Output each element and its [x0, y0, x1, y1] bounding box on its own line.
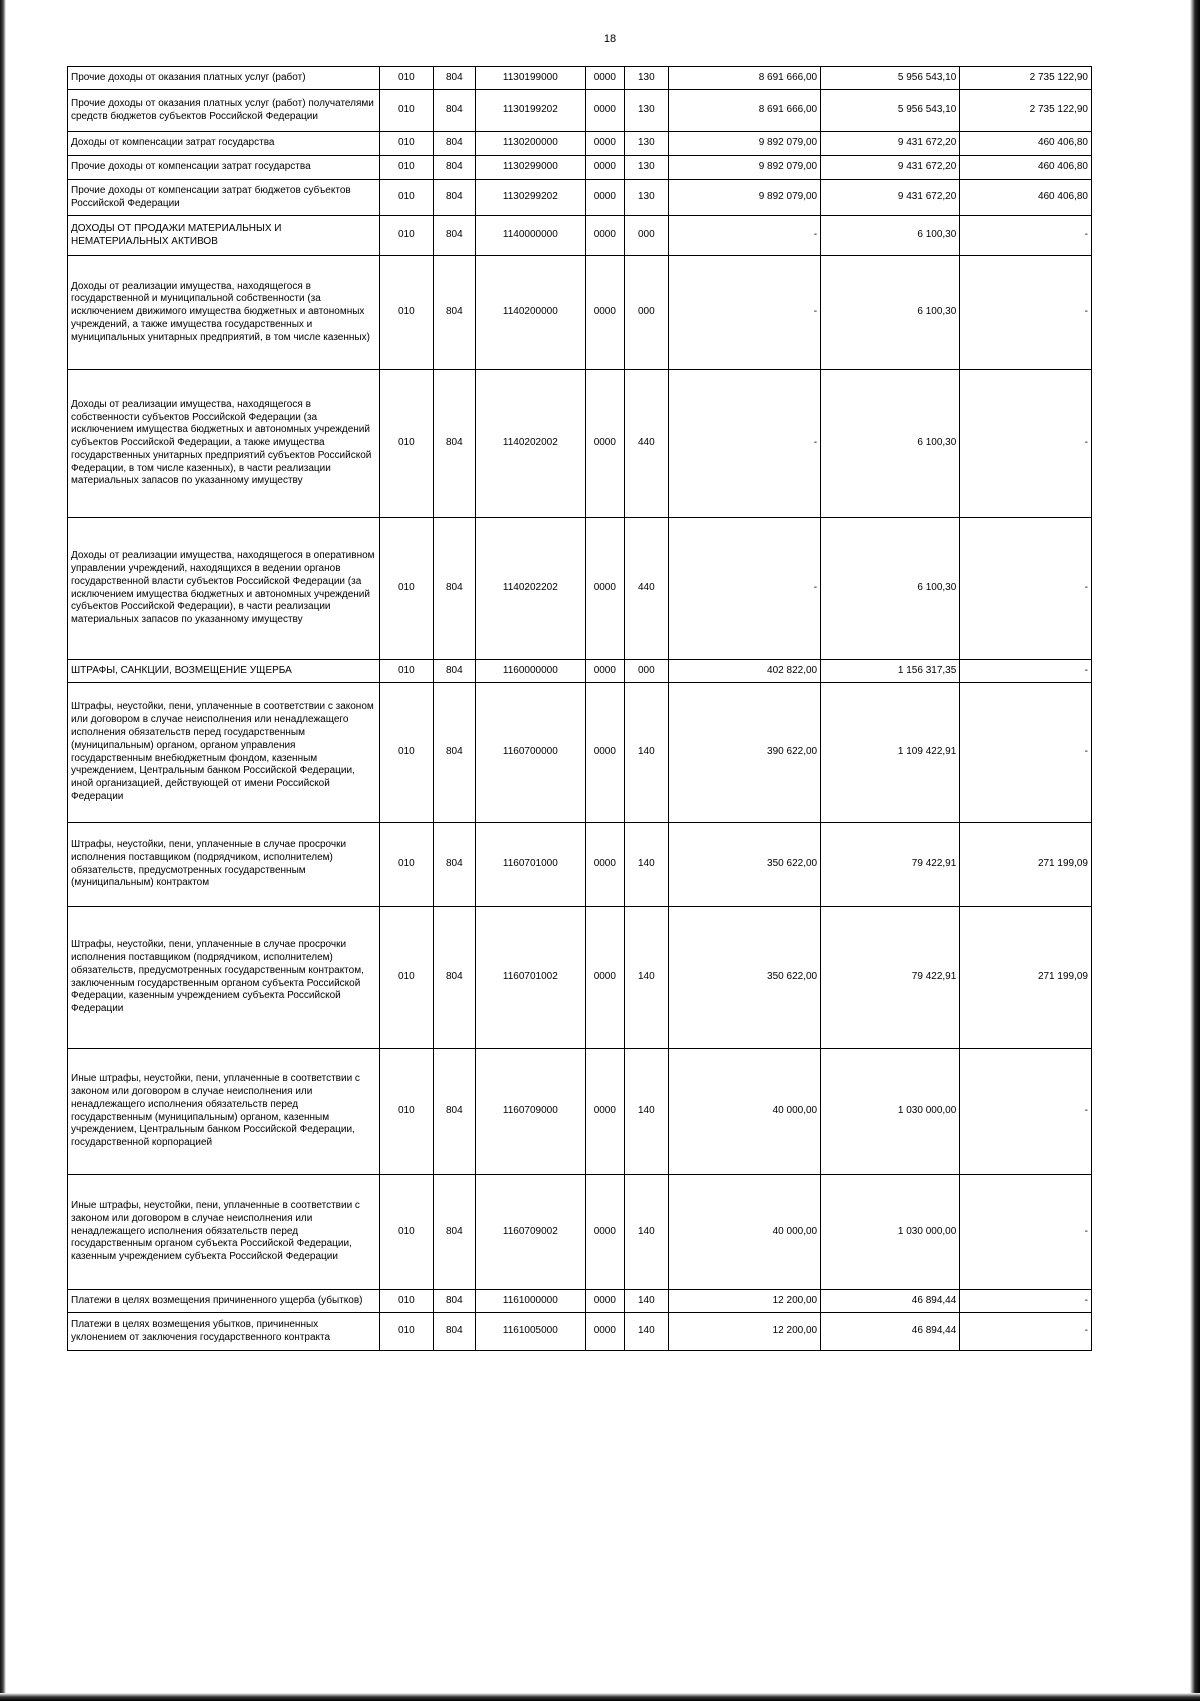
executed-amount-cell: 1 030 000,00 — [821, 1175, 960, 1290]
kosgu-code-cell: 130 — [624, 156, 668, 180]
unexecuted-amount-cell: - — [960, 683, 1092, 823]
kosgu-code-cell: 130 — [624, 180, 668, 216]
line-code-cell: 010 — [379, 180, 433, 216]
table-row — [68, 907, 1092, 1049]
kbk-code-cell: 1160709000 — [475, 1049, 585, 1175]
executed-amount-cell: 6 100,30 — [821, 256, 960, 370]
program-code-cell: 0000 — [585, 67, 624, 90]
kbk-code-cell: 1130200000 — [475, 132, 585, 156]
admin-code-cell: 804 — [433, 1313, 475, 1351]
kbk-code-cell: 1160700000 — [475, 683, 585, 823]
admin-code-cell: 804 — [433, 1175, 475, 1290]
scan-edge-right — [1190, 0, 1200, 1701]
approved-amount-cell: 390 622,00 — [668, 683, 820, 823]
admin-code-cell: 804 — [433, 823, 475, 907]
table-row — [68, 67, 1092, 90]
indicator-name-cell: Прочие доходы от оказания платных услуг (работ) получателями средств бюджетов субъектов Российской Федерации — [68, 90, 380, 132]
table-row — [68, 216, 1092, 256]
kosgu-code-cell: 000 — [624, 256, 668, 370]
admin-code-cell: 804 — [433, 660, 475, 683]
table-row — [68, 660, 1092, 683]
unexecuted-amount-cell: - — [960, 518, 1092, 660]
scan-edge-left — [0, 0, 6, 1701]
admin-code-cell: 804 — [433, 156, 475, 180]
kosgu-code-cell: 130 — [624, 132, 668, 156]
program-code-cell: 0000 — [585, 370, 624, 518]
indicator-name-cell: Иные штрафы, неустойки, пени, уплаченные в соответствии с законом или договором в случае неисполнения или ненадлежащего исполнения обязательств перед государственным (муниципальным) органом, казенным учреждением, Центральным банком Российской Федерации, государственной корпорацией — [68, 1049, 380, 1175]
program-code-cell: 0000 — [585, 132, 624, 156]
kosgu-code-cell: 140 — [624, 1290, 668, 1313]
kosgu-code-cell: 000 — [624, 216, 668, 256]
table-row — [68, 256, 1092, 370]
unexecuted-amount-cell: 460 406,80 — [960, 156, 1092, 180]
admin-code-cell: 804 — [433, 67, 475, 90]
kbk-code-cell: 1130199000 — [475, 67, 585, 90]
indicator-name-cell: Доходы от компенсации затрат государства — [68, 132, 380, 156]
kbk-code-cell: 1130299000 — [475, 156, 585, 180]
table-row — [68, 370, 1092, 518]
unexecuted-amount-cell: 2 735 122,90 — [960, 90, 1092, 132]
table-row — [68, 1290, 1092, 1313]
admin-code-cell: 804 — [433, 370, 475, 518]
executed-amount-cell: 9 431 672,20 — [821, 156, 960, 180]
program-code-cell: 0000 — [585, 683, 624, 823]
kosgu-code-cell: 440 — [624, 518, 668, 660]
kbk-code-cell: 1130199202 — [475, 90, 585, 132]
line-code-cell: 010 — [379, 683, 433, 823]
executed-amount-cell: 9 431 672,20 — [821, 180, 960, 216]
line-code-cell: 010 — [379, 518, 433, 660]
admin-code-cell: 804 — [433, 90, 475, 132]
indicator-name-cell: ДОХОДЫ ОТ ПРОДАЖИ МАТЕРИАЛЬНЫХ И НЕМАТЕРИАЛЬНЫХ АКТИВОВ — [68, 216, 380, 256]
kosgu-code-cell: 130 — [624, 67, 668, 90]
line-code-cell: 010 — [379, 1049, 433, 1175]
table-row — [68, 1313, 1092, 1351]
line-code-cell: 010 — [379, 823, 433, 907]
approved-amount-cell: 350 622,00 — [668, 823, 820, 907]
table-row — [68, 1049, 1092, 1175]
unexecuted-amount-cell: 460 406,80 — [960, 132, 1092, 156]
scan-edge-bottom — [0, 1693, 1200, 1701]
approved-amount-cell: - — [668, 256, 820, 370]
indicator-name-cell: ШТРАФЫ, САНКЦИИ, ВОЗМЕЩЕНИЕ УЩЕРБА — [68, 660, 380, 683]
indicator-name-cell: Прочие доходы от компенсации затрат государства — [68, 156, 380, 180]
kbk-code-cell: 1161000000 — [475, 1290, 585, 1313]
admin-code-cell: 804 — [433, 180, 475, 216]
program-code-cell: 0000 — [585, 256, 624, 370]
kosgu-code-cell: 140 — [624, 823, 668, 907]
admin-code-cell: 804 — [433, 256, 475, 370]
admin-code-cell: 804 — [433, 216, 475, 256]
program-code-cell: 0000 — [585, 823, 624, 907]
executed-amount-cell: 1 030 000,00 — [821, 1049, 960, 1175]
line-code-cell: 010 — [379, 370, 433, 518]
approved-amount-cell: 12 200,00 — [668, 1313, 820, 1351]
admin-code-cell: 804 — [433, 132, 475, 156]
indicator-name-cell: Платежи в целях возмещения причиненного ущерба (убытков) — [68, 1290, 380, 1313]
kosgu-code-cell: 440 — [624, 370, 668, 518]
executed-amount-cell: 6 100,30 — [821, 518, 960, 660]
unexecuted-amount-cell: - — [960, 1313, 1092, 1351]
indicator-name-cell: Прочие доходы от компенсации затрат бюджетов субъектов Российской Федерации — [68, 180, 380, 216]
executed-amount-cell: 6 100,30 — [821, 216, 960, 256]
kbk-code-cell: 1160000000 — [475, 660, 585, 683]
executed-amount-cell: 46 894,44 — [821, 1290, 960, 1313]
line-code-cell: 010 — [379, 90, 433, 132]
kbk-code-cell: 1160701002 — [475, 907, 585, 1049]
revenue-table — [67, 66, 1092, 1351]
line-code-cell: 010 — [379, 1290, 433, 1313]
executed-amount-cell: 79 422,91 — [821, 823, 960, 907]
table-body — [68, 67, 1092, 1351]
line-code-cell: 010 — [379, 67, 433, 90]
line-code-cell: 010 — [379, 1175, 433, 1290]
indicator-name-cell: Штрафы, неустойки, пени, уплаченные в случае просрочки исполнения поставщиком (подрядчиком, исполнителем) обязательств, предусмотренных государственным контрактом, заключенным государственным органом субъекта Российской Федерации, казенным учреждением субъекта Российской Федерации — [68, 907, 380, 1049]
kbk-code-cell: 1160701000 — [475, 823, 585, 907]
table-row — [68, 1175, 1092, 1290]
executed-amount-cell: 1 156 317,35 — [821, 660, 960, 683]
approved-amount-cell: 8 691 666,00 — [668, 90, 820, 132]
unexecuted-amount-cell: 460 406,80 — [960, 180, 1092, 216]
kosgu-code-cell: 130 — [624, 90, 668, 132]
approved-amount-cell: - — [668, 370, 820, 518]
executed-amount-cell: 9 431 672,20 — [821, 132, 960, 156]
executed-amount-cell: 5 956 543,10 — [821, 67, 960, 90]
indicator-name-cell: Доходы от реализации имущества, находящегося в собственности субъектов Российской Федерации (за исключением имущества бюджетных и автономных учреждений субъектов Российской Федерации, а также имущества государственных унитарных предприятий субъектов Российской Федерации, в том числе казенных), в части реализации материальных запасов по указанному имуществу — [68, 370, 380, 518]
approved-amount-cell: 9 892 079,00 — [668, 132, 820, 156]
approved-amount-cell: 402 822,00 — [668, 660, 820, 683]
program-code-cell: 0000 — [585, 180, 624, 216]
unexecuted-amount-cell: - — [960, 370, 1092, 518]
kosgu-code-cell: 140 — [624, 683, 668, 823]
kbk-code-cell: 1140202002 — [475, 370, 585, 518]
indicator-name-cell: Платежи в целях возмещения убытков, причиненных уклонением от заключения государственного контракта — [68, 1313, 380, 1351]
approved-amount-cell: 12 200,00 — [668, 1290, 820, 1313]
kbk-code-cell: 1130299202 — [475, 180, 585, 216]
executed-amount-cell: 79 422,91 — [821, 907, 960, 1049]
kbk-code-cell: 1161005000 — [475, 1313, 585, 1351]
program-code-cell: 0000 — [585, 216, 624, 256]
line-code-cell: 010 — [379, 156, 433, 180]
program-code-cell: 0000 — [585, 660, 624, 683]
kbk-code-cell: 1140000000 — [475, 216, 585, 256]
kosgu-code-cell: 140 — [624, 1049, 668, 1175]
table-row — [68, 132, 1092, 156]
indicator-name-cell: Доходы от реализации имущества, находящегося в оперативном управлении учреждений, находящихся в ведении органов государственной власти субъектов Российской Федерации (за исключением имущества бюджетных и автономных учреждений субъектов Российской Федерации), в части реализации материальных запасов по указанному имуществу — [68, 518, 380, 660]
executed-amount-cell: 6 100,30 — [821, 370, 960, 518]
indicator-name-cell: Штрафы, неустойки, пени, уплаченные в случае просрочки исполнения поставщиком (подрядчиком, исполнителем) обязательств, предусмотренных государственным (муниципальным) контрактом — [68, 823, 380, 907]
line-code-cell: 010 — [379, 132, 433, 156]
program-code-cell: 0000 — [585, 156, 624, 180]
unexecuted-amount-cell: - — [960, 256, 1092, 370]
approved-amount-cell: 9 892 079,00 — [668, 156, 820, 180]
line-code-cell: 010 — [379, 660, 433, 683]
admin-code-cell: 804 — [433, 518, 475, 660]
executed-amount-cell: 5 956 543,10 — [821, 90, 960, 132]
approved-amount-cell: 8 691 666,00 — [668, 67, 820, 90]
kbk-code-cell: 1140200000 — [475, 256, 585, 370]
approved-amount-cell: 40 000,00 — [668, 1049, 820, 1175]
unexecuted-amount-cell: - — [960, 216, 1092, 256]
line-code-cell: 010 — [379, 1313, 433, 1351]
kosgu-code-cell: 140 — [624, 1313, 668, 1351]
kbk-code-cell: 1160709002 — [475, 1175, 585, 1290]
approved-amount-cell: - — [668, 216, 820, 256]
indicator-name-cell: Прочие доходы от оказания платных услуг (работ) — [68, 67, 380, 90]
program-code-cell: 0000 — [585, 1049, 624, 1175]
admin-code-cell: 804 — [433, 683, 475, 823]
program-code-cell: 0000 — [585, 1313, 624, 1351]
executed-amount-cell: 1 109 422,91 — [821, 683, 960, 823]
admin-code-cell: 804 — [433, 1290, 475, 1313]
table-row — [68, 823, 1092, 907]
admin-code-cell: 804 — [433, 1049, 475, 1175]
indicator-name-cell: Иные штрафы, неустойки, пени, уплаченные в соответствии с законом или договором в случае неисполнения или ненадлежащего исполнения обязательств перед государственным органом субъекта Российской Федерации, казенным учреждением субъекта Российской Федерации — [68, 1175, 380, 1290]
program-code-cell: 0000 — [585, 518, 624, 660]
approved-amount-cell: 9 892 079,00 — [668, 180, 820, 216]
indicator-name-cell: Штрафы, неустойки, пени, уплаченные в соответствии с законом или договором в случае неисполнения или ненадлежащего исполнения обязательств перед государственным (муниципальным) органом, органом управления государственным внебюджетным фондом, казенным учреждением, Центральным банком Российской Федерации, иной организацией, действующей от имени Российской Федерации — [68, 683, 380, 823]
program-code-cell: 0000 — [585, 907, 624, 1049]
unexecuted-amount-cell: 271 199,09 — [960, 823, 1092, 907]
page-number: 18 — [603, 33, 617, 45]
unexecuted-amount-cell: - — [960, 1175, 1092, 1290]
executed-amount-cell: 46 894,44 — [821, 1313, 960, 1351]
unexecuted-amount-cell: - — [960, 1290, 1092, 1313]
unexecuted-amount-cell: - — [960, 1049, 1092, 1175]
program-code-cell: 0000 — [585, 90, 624, 132]
approved-amount-cell: 350 622,00 — [668, 907, 820, 1049]
kosgu-code-cell: 140 — [624, 907, 668, 1049]
table-row — [68, 156, 1092, 180]
admin-code-cell: 804 — [433, 907, 475, 1049]
line-code-cell: 010 — [379, 907, 433, 1049]
table-row — [68, 90, 1092, 132]
unexecuted-amount-cell: 271 199,09 — [960, 907, 1092, 1049]
unexecuted-amount-cell: - — [960, 660, 1092, 683]
program-code-cell: 0000 — [585, 1290, 624, 1313]
table-row — [68, 518, 1092, 660]
program-code-cell: 0000 — [585, 1175, 624, 1290]
kosgu-code-cell: 140 — [624, 1175, 668, 1290]
kosgu-code-cell: 000 — [624, 660, 668, 683]
approved-amount-cell: 40 000,00 — [668, 1175, 820, 1290]
unexecuted-amount-cell: 2 735 122,90 — [960, 67, 1092, 90]
line-code-cell: 010 — [379, 216, 433, 256]
table-row — [68, 180, 1092, 216]
line-code-cell: 010 — [379, 256, 433, 370]
kbk-code-cell: 1140202202 — [475, 518, 585, 660]
table-row — [68, 683, 1092, 823]
approved-amount-cell: - — [668, 518, 820, 660]
indicator-name-cell: Доходы от реализации имущества, находящегося в государственной и муниципальной собственности (за исключением движимого имущества бюджетных и автономных учреждений, а также имущества государственных и муниципальных унитарных предприятий, в том числе казенных) — [68, 256, 380, 370]
